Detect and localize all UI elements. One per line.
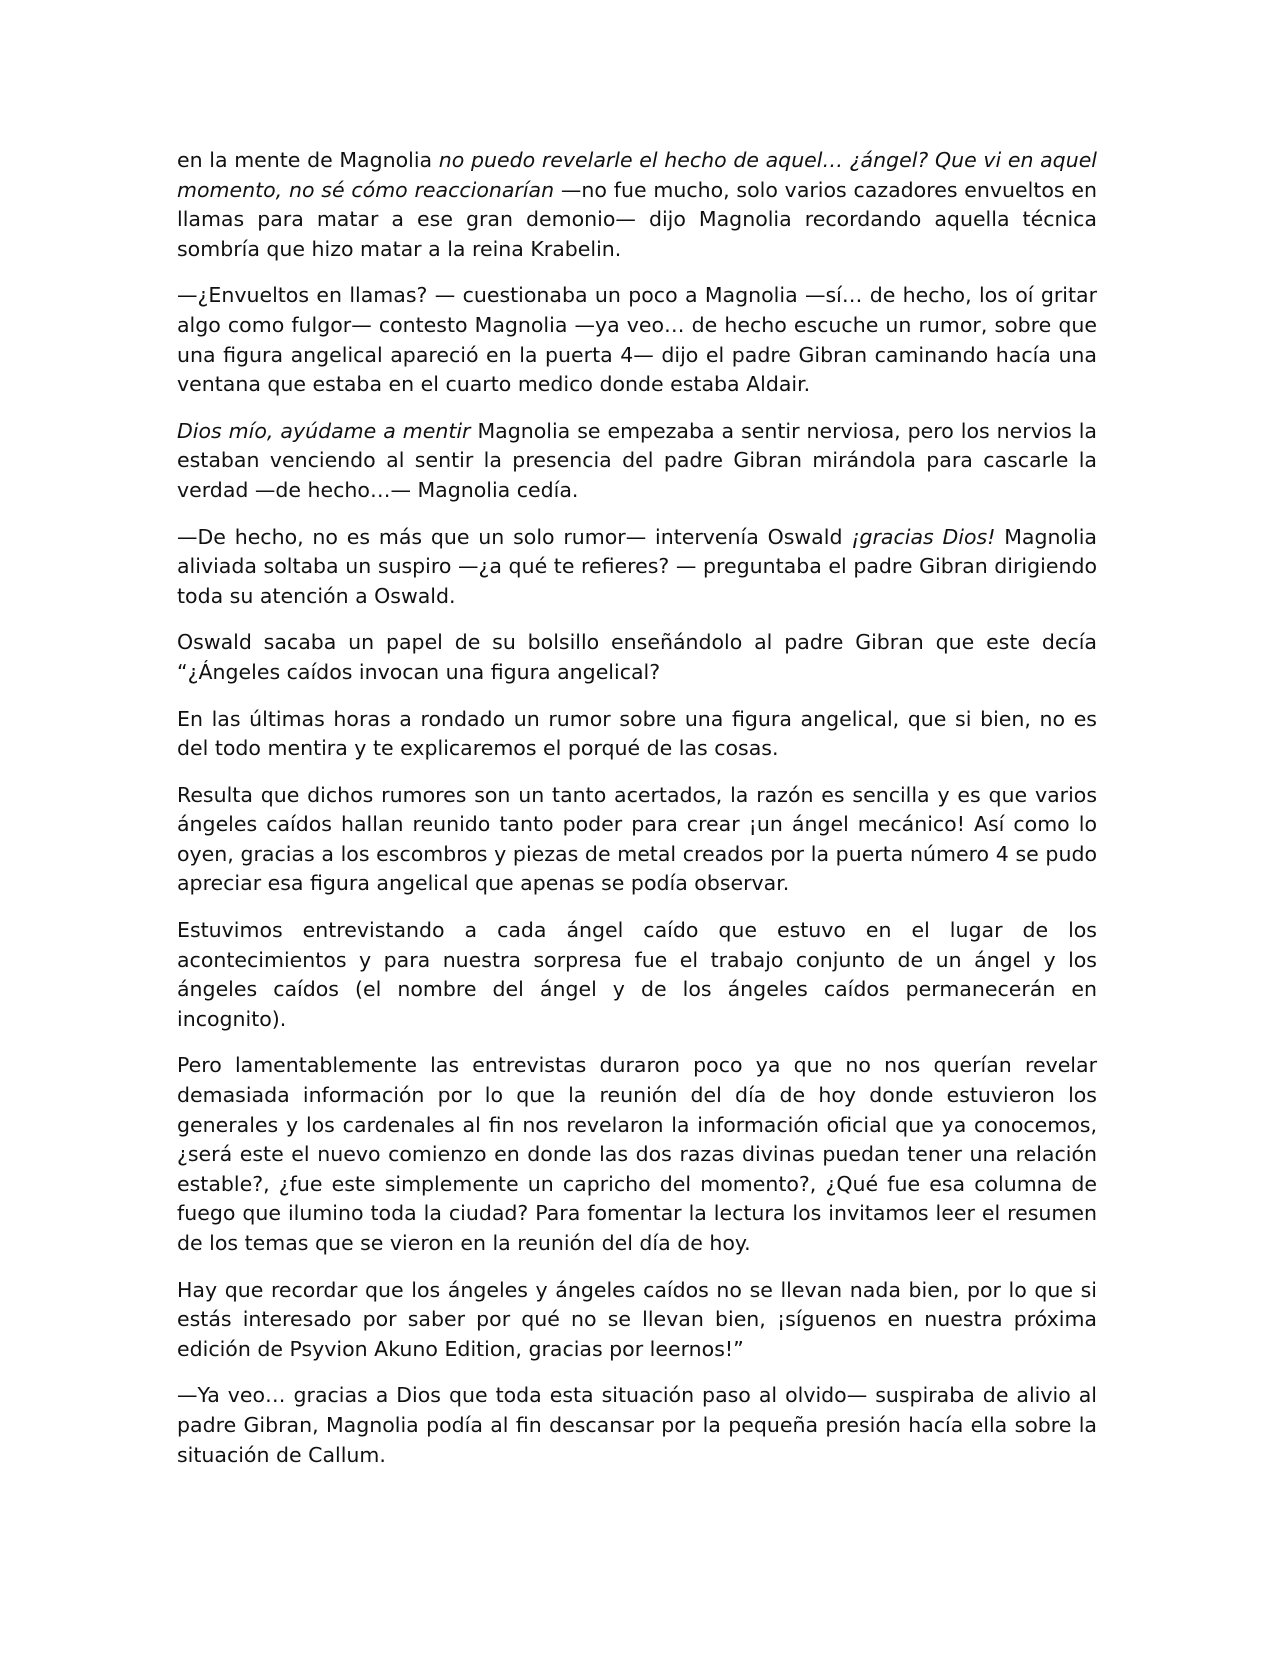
text-run: Pero lamentablemente las entrevistas duraron poco ya que no nos querían revelar demasiada información por lo que la reunión del día de hoy donde estuvieron los generales y los cardenales al fin nos revelaron la información oficial que ya conocemos, ¿será este el nuevo comienzo en donde las dos razas divinas puedan tener una relación estable?, ¿fue este simplemente un capricho del momento?, ¿Qué fue esa columna de fuego que ilumino toda la ciudad? Para fomentar la lectura los invitamos leer el resumen de los temas que se vieron en la reunión del día de hoy. bbox=[177, 1053, 1097, 1255]
document-page bbox=[177, 146, 1097, 1470]
text-run: Estuvimos entrevistando a cada ángel caído que estuvo en el lugar de los acontecimientos y para nuestra sorpresa fue el trabajo conjunto de un ángel y los ángeles caídos (el nombre del ángel y de los ángeles caídos permanecerán en incognito). bbox=[177, 918, 1097, 1031]
paragraph bbox=[177, 1051, 1097, 1258]
text-run: —no fue mucho, solo varios cazadores envueltos en llamas para matar a ese gran demonio— dijo Magnolia recordando aquella técnica sombría que hizo matar a la reina Krabelin. bbox=[177, 177, 1097, 261]
italic-text: no puedo revelarle el hecho de aquel… ¿ángel? Que vi en aquel momento, no sé cómo reaccionarían bbox=[177, 148, 1098, 202]
text-run: —De hecho, no es más que un solo rumor— intervenía Oswald bbox=[177, 524, 852, 549]
paragraph bbox=[177, 417, 1097, 506]
text-run: Hay que recordar que los ángeles y ángeles caídos no se llevan nada bien, por lo que si estás interesado por saber por qué no se llevan bien, ¡síguenos en nuestra próxima edición de Psyvion Akuno Edition, gracias por leernos!” bbox=[177, 1277, 1097, 1361]
paragraph bbox=[177, 628, 1097, 687]
text-run: —Ya veo… gracias a Dios que toda esta situación paso al olvido— suspiraba de alivio al padre Gibran, Magnolia podía al fin descansar por la pequeña presión hacía ella sobre la situación de Callum. bbox=[177, 1383, 1097, 1467]
italic-text: Dios mío, ayúdame a mentir bbox=[177, 418, 471, 443]
text-run: Magnolia aliviada soltaba un suspiro —¿a qué te refieres? — preguntaba el padre Gibran dirigiendo toda su atención a Oswald. bbox=[177, 524, 1097, 608]
paragraph bbox=[177, 146, 1097, 264]
text-run: Magnolia se empezaba a sentir nerviosa, pero los nervios la estaban venciendo al sentir la presencia del padre Gibran mirándola para cascarle la verdad —de hecho…— Magnolia cedía. bbox=[177, 418, 1097, 502]
text-run: —¿Envueltos en llamas? — cuestionaba un poco a Magnolia —sí… de hecho, los oí gritar algo como fulgor— contesto Magnolia —ya veo… de hecho escuche un rumor, sobre que una figura angelical apareció en la puerta 4— dijo el padre Gibran caminando hacía una ventana que estaba en el cuarto medico donde estaba Aldair. bbox=[177, 283, 1097, 397]
text-run: En las últimas horas a rondado un rumor sobre una figura angelical, que si bien, no es del todo mentira y te explicaremos el porqué de las cosas. bbox=[177, 706, 1097, 761]
text-run: Oswald sacaba un papel de su bolsillo enseñándolo al padre Gibran que este decía “¿Ángeles caídos invocan una figura angelical? bbox=[177, 630, 1097, 684]
paragraph bbox=[177, 781, 1097, 899]
text-run: Resulta que dichos rumores son un tanto acertados, la razón es sencilla y es que varios ángeles caídos hallan reunido tanto poder para crear ¡un ángel mecánico! Así como lo oyen, gracias a los escombros y piezas de metal creados por la puerta número 4 se pudo apreciar esa figura angelical que apenas se podía observar. bbox=[177, 782, 1097, 896]
italic-text: ¡gracias Dios! bbox=[851, 524, 996, 549]
paragraph bbox=[177, 916, 1097, 1034]
paragraph bbox=[177, 523, 1097, 612]
paragraph bbox=[177, 1381, 1097, 1470]
paragraph bbox=[177, 1276, 1097, 1365]
text-run: en la mente de Magnolia bbox=[177, 148, 439, 172]
paragraph bbox=[177, 281, 1097, 399]
paragraph bbox=[177, 705, 1097, 764]
